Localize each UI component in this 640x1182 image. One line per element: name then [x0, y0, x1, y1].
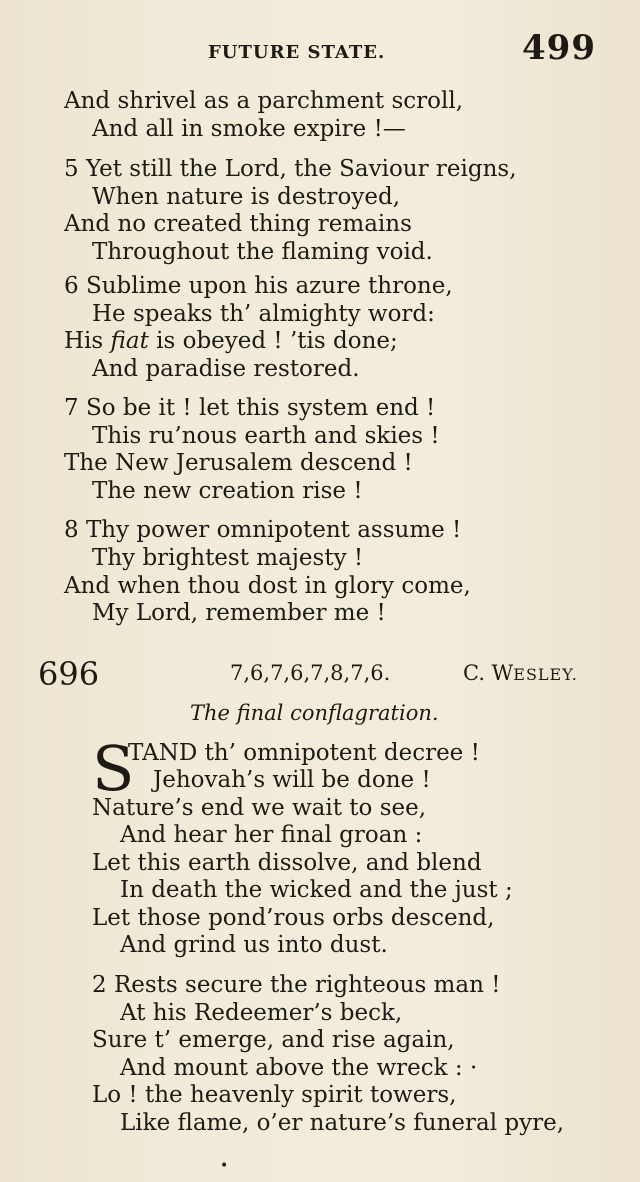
verse-line: And no created thing remains	[64, 211, 412, 237]
drop-cap: S	[92, 732, 135, 805]
verse-line: And paradise restored.	[92, 356, 360, 382]
hymn-number: 696	[38, 655, 100, 693]
page-number: 499	[522, 28, 596, 68]
verse-line: The new creation rise !	[92, 478, 363, 504]
verse-line: Thy brightest majesty !	[92, 545, 364, 571]
verse-line: 6 Sublime upon his azure throne,	[64, 273, 453, 299]
verse-line: Like flame, o’er nature’s funeral pyre,	[120, 1110, 565, 1136]
verse-line: Sure t’ emerge, and rise again,	[92, 1027, 455, 1053]
verse-line: My Lord, remember me !	[92, 600, 386, 626]
verse-line: 8 Thy power omnipotent assume !	[64, 517, 462, 543]
verse-line: The New Jerusalem descend !	[64, 450, 413, 476]
verse-line: Jehovah’s will be done !	[153, 767, 431, 793]
verse-line: This ru’nous earth and skies !	[92, 423, 440, 449]
hymn-subtitle: The final conflagration.	[190, 701, 439, 725]
fiat-word: fiat	[110, 328, 149, 354]
hymn-author	[463, 661, 578, 685]
verse-line: 2 Rests secure the righteous man !	[92, 972, 501, 998]
verse-text: His	[64, 328, 111, 354]
verse-line: In death the wicked and the just ;	[120, 877, 513, 903]
verse-line: He speaks th’ almighty word:	[92, 301, 435, 327]
verse-line: And all in smoke expire !—	[92, 116, 406, 142]
verse-text: is obeyed ! ’tis done;	[148, 328, 398, 354]
running-head: FUTURE STATE.	[208, 42, 386, 63]
hymn-meter: 7,6,7,6,7,8,7,6.	[230, 661, 391, 685]
verse-line: 5 Yet still the Lord, the Saviour reigns,	[64, 156, 517, 182]
footer-mark: •	[220, 1158, 229, 1174]
verse-line: Let this earth dissolve, and blend	[92, 850, 482, 876]
verse-line: Throughout the flaming void.	[92, 239, 433, 265]
verse-line: And when thou dost in glory come,	[64, 573, 471, 599]
verse-line: At his Redeemer’s beck,	[120, 1000, 403, 1026]
verse-line: And shrivel as a parchment scroll,	[64, 88, 464, 114]
verse-line: And mount above the wreck : ·	[120, 1055, 478, 1081]
verse-line: And grind us into dust.	[120, 932, 388, 958]
author-surname: ESLEY.	[513, 665, 578, 684]
verse-line: 7 So be it ! let this system end !	[64, 395, 436, 421]
verse-line: Let those pond’rous orbs descend,	[92, 905, 495, 931]
author-initial: C. W	[463, 661, 514, 685]
verse-line: Nature’s end we wait to see,	[92, 795, 427, 821]
verse-line: Lo ! the heavenly spirit towers,	[92, 1082, 457, 1108]
verse-line-fiat	[64, 328, 398, 354]
verse-line: TAND th’ omnipotent decree !	[128, 740, 480, 766]
verse-line: When nature is destroyed,	[92, 184, 401, 210]
verse-line: And hear her final groan :	[120, 822, 423, 848]
